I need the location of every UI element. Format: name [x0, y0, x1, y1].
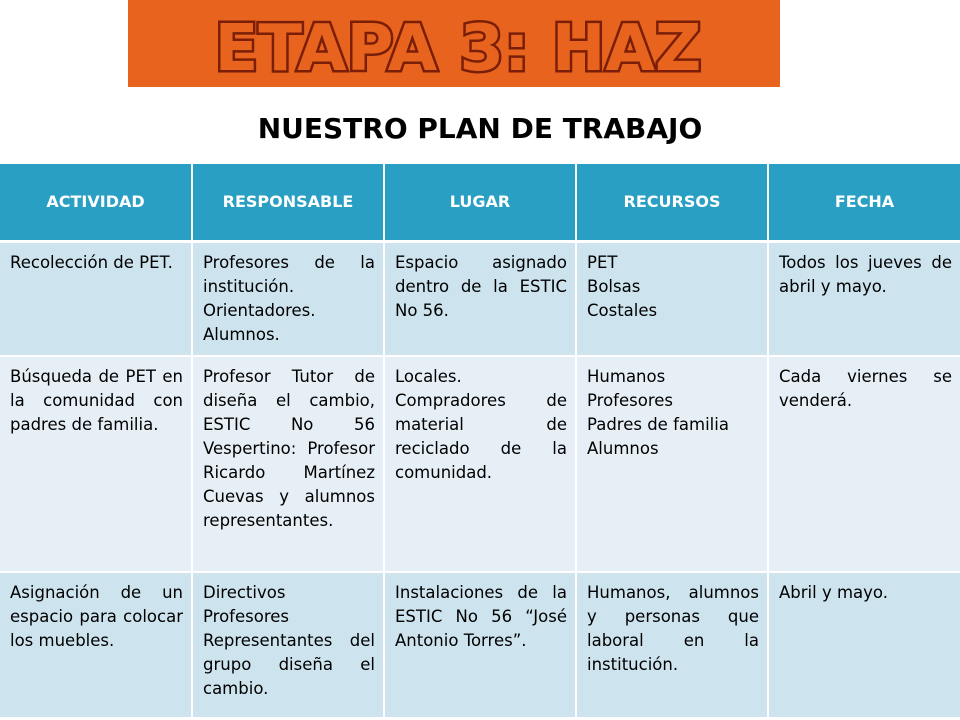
recurso-item: Profesores: [587, 391, 673, 410]
cell-responsable: [192, 572, 384, 718]
recurso-item: Costales: [587, 301, 658, 320]
cell-actividad: Búsqueda de PET en la comunidad con padres de familia.: [0, 356, 192, 572]
table-row: [0, 356, 960, 572]
header-lugar: LUGAR: [384, 164, 576, 242]
cell-fecha: Todos los jueves de abril y mayo.: [768, 242, 960, 357]
cell-recursos: [576, 356, 768, 572]
cell-lugar: Espacio asignado dentro de la ESTIC No 56.: [384, 242, 576, 357]
page-subtitle: NUESTRO PLAN DE TRABAJO: [257, 112, 703, 145]
cell-responsable: Profesor Tutor de diseña el cambio, ESTIC No 56 Vespertino: Profesor Ricardo Martínez Cuevas y alumnos representantes.: [192, 356, 384, 572]
header-responsable: RESPONSABLE: [192, 164, 384, 242]
table-row: [0, 242, 960, 357]
cell-lugar: Instalaciones de la ESTIC No 56 “José Antonio Torres”.: [384, 572, 576, 718]
recurso-item: Alumnos: [587, 439, 659, 458]
table-row: [0, 572, 960, 718]
cell-lugar: Locales. Compradores de material de reciclado de la comunidad.: [384, 356, 576, 572]
recurso-item: Padres de familia: [587, 415, 729, 434]
cell-fecha: Abril y mayo.: [768, 572, 960, 718]
table-header-row: [0, 164, 960, 242]
cell-actividad: Asignación de un espacio para colocar los muebles.: [0, 572, 192, 718]
cell-actividad: Recolección de PET.: [0, 242, 192, 357]
title-banner: [128, 0, 780, 87]
header-recursos: RECURSOS: [576, 164, 768, 242]
recurso-item: Humanos: [587, 367, 666, 386]
responsable-item: Profesores: [203, 607, 289, 626]
banner-title-graphic: [128, 0, 780, 87]
work-plan-table: [0, 164, 960, 719]
recurso-item: Bolsas: [587, 277, 641, 296]
header-fecha: FECHA: [768, 164, 960, 242]
cell-recursos: [576, 242, 768, 357]
cell-fecha: Cada viernes se venderá.: [768, 356, 960, 572]
cell-recursos: Humanos, alumnos y personas que laboral en la institución.: [576, 572, 768, 718]
recurso-item: PET: [587, 253, 618, 272]
responsable-item: Representantes del grupo diseña el cambio.: [203, 631, 375, 698]
banner-title: ETAPA 3: HAZ: [214, 12, 702, 86]
responsable-item: Directivos: [203, 583, 286, 602]
header-actividad: ACTIVIDAD: [0, 164, 192, 242]
cell-responsable: Profesores de la institución. Orientadores. Alumnos.: [192, 242, 384, 357]
